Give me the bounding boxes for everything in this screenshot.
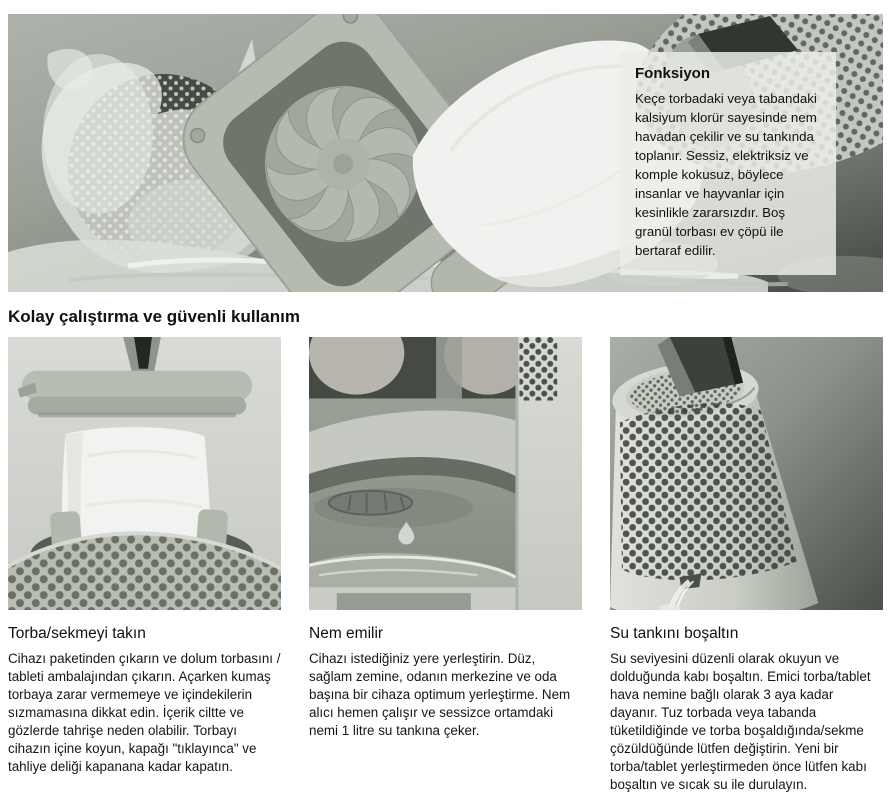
step-card-install-bag	[8, 337, 281, 812]
step-text: Cihazı istediğiniz yere yerleştirin. Düz, sağlam zemine, odanın merkezine ve oda başına bir cihaza optimum yerleştirme. Nem alıcı hemen çalışır ve sessizce ortamdaki nemi 1 litre su tankına çeker.	[309, 651, 571, 738]
step-title: Su tankını boşaltın	[610, 625, 739, 642]
step-image-moisture-absorbed	[309, 337, 582, 610]
device-lid	[18, 371, 252, 418]
step-image-empty-tank	[610, 337, 883, 610]
hero-overlay-title: Fonksiyon	[635, 65, 711, 82]
step-title: Nem emilir	[309, 625, 384, 642]
tank-outer-wall	[515, 337, 582, 610]
steps-row	[8, 337, 883, 812]
drain-grille	[329, 491, 412, 515]
hero-overlay-text: Keçe torbadaki veya tabandaki kalsiyum klorür sayesinde nem havadan çekilir ve su tankında toplanır. Sessiz, elektriksiz ve komple kokusuz, böylece insanlar ve hayvanlar için kesinlikle zararsızdır. Boş granül torbası ev çöpü ile bertaraf edilir.	[635, 91, 817, 258]
step-title: Torba/sekmeyi takın	[8, 625, 146, 642]
device-pouring-render	[610, 337, 883, 610]
step-text: Cihazı paketinden çıkarın ve dolum torbasını / tableti ambalajından çıkarın. Açarken kumaş torbaya zarar vermemeye ve içindekilerin sızmamasına dikkat edin. İçerik ciltte ve gözlerde tahrişe neden olabilir. Torbayı cihazın içine koyun, kapağı "tıklayınca" ve tahliye deliği kapanana kadar kapatın.	[8, 651, 281, 774]
step-card-moisture-absorbed	[309, 337, 582, 812]
step-image-install-bag	[8, 337, 281, 610]
hero-overlay-card	[620, 52, 836, 275]
hero-image	[8, 14, 883, 292]
water-tank-cutaway-render	[309, 337, 582, 610]
step-text: Su seviyesini düzenli olarak okuyun ve dolduğunda kabı boşaltın. Emici torba/tablet hava nemine bağlı olarak 3 aya kadar dayanır. Tuz torbada veya tabanda tüketildiğinde ve torba boşaldığında/sekme çözüldüğünde lütfen değiştirin. Yeni bir torba/tablet yerleştirmeden önce lütfen kabı boşaltın ve sıcak su ile durulayın.	[610, 651, 871, 792]
felt-bags-top	[309, 337, 531, 399]
step-card-empty-tank	[610, 337, 883, 812]
install-bag-render	[8, 337, 281, 610]
section-heading: Kolay çalıştırma ve güvenli kullanım	[8, 307, 300, 326]
